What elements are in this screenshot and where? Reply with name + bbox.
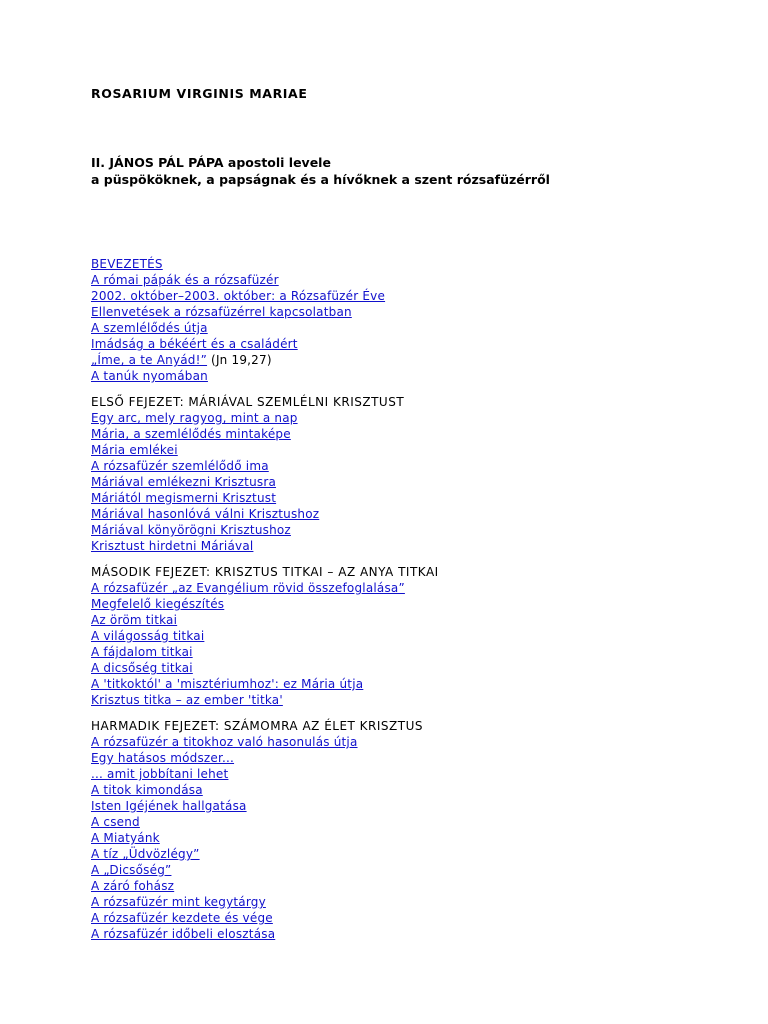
toc-link[interactable]: Mária, a szemlélődés mintaképe (91, 427, 291, 441)
toc-link[interactable]: A dicsőség titkai (91, 661, 193, 675)
citation-text: (Jn 19,27) (207, 353, 272, 367)
toc-link[interactable]: A fájdalom titkai (91, 645, 193, 659)
toc-link[interactable]: Az öröm titkai (91, 613, 178, 627)
chapter-heading: HARMADIK FEJEZET: SZÁMOMRA AZ ÉLET KRISZTUS (91, 719, 423, 733)
toc-link[interactable]: BEVEZETÉS (91, 257, 163, 271)
toc-quote-line (91, 352, 439, 368)
toc-link[interactable]: Ellenvetések a rózsafüzérrel kapcsolatban (91, 305, 352, 319)
toc-link[interactable]: A „Dicsőség” (91, 863, 172, 877)
toc-link[interactable]: A rózsafüzér szemlélődő ima (91, 459, 269, 473)
document-subtitle (91, 154, 550, 188)
toc-link[interactable]: A csend (91, 815, 140, 829)
toc-link[interactable]: Imádság a békéért és a családért (91, 337, 298, 351)
toc-link[interactable]: Krisztust hirdetni Máriával (91, 539, 254, 553)
subtitle-line: II. JÁNOS PÁL PÁPA apostoli levele (91, 155, 331, 170)
toc-link[interactable]: A tanúk nyomában (91, 369, 208, 383)
toc-link[interactable]: Máriával hasonlóvá válni Krisztushoz (91, 507, 320, 521)
toc-link[interactable]: Máriától megismerni Krisztust (91, 491, 277, 505)
toc-link[interactable]: A rózsafüzér kezdete és vége (91, 911, 273, 925)
document-title: ROSARIUM VIRGINIS MARIAE (91, 86, 308, 101)
toc-link[interactable]: A szemlélődés útja (91, 321, 208, 335)
toc-link[interactable]: A 'titkoktól' a 'misztériumhoz': ez Mária útja (91, 677, 364, 691)
toc-link[interactable]: A rózsafüzér mint kegytárgy (91, 895, 266, 909)
chapter-heading: ELSŐ FEJEZET: MÁRIÁVAL SZEMLÉLNI KRISZTUST (91, 395, 405, 409)
toc-link[interactable]: Máriával emlékezni Krisztusra (91, 475, 277, 489)
subtitle-line: a püspököknek, a papságnak és a hívőknek a szent rózsafüzérről (91, 172, 550, 187)
toc-link[interactable]: A világosság titkai (91, 629, 205, 643)
toc-link[interactable]: A titok kimondása (91, 783, 203, 797)
toc-link[interactable]: Mária emlékei (91, 443, 178, 457)
toc-link[interactable]: Megfelelő kiegészítés (91, 597, 225, 611)
toc-link[interactable]: Egy arc, mely ragyog, mint a nap (91, 411, 298, 425)
toc-link[interactable]: Máriával könyörögni Krisztushoz (91, 523, 291, 537)
toc-link[interactable]: A római pápák és a rózsafüzér (91, 273, 279, 287)
toc-link[interactable]: Egy hatásos módszer... (91, 751, 235, 765)
toc-link[interactable]: ... amit jobbítani lehet (91, 767, 229, 781)
toc-link[interactable]: A záró fohász (91, 879, 175, 893)
toc-link[interactable]: „Íme, a te Anyád!” (91, 353, 208, 367)
toc-link[interactable]: A rózsafüzér „az Evangélium rövid összefoglalása” (91, 581, 405, 595)
toc-link[interactable]: Isten Igéjének hallgatása (91, 799, 247, 813)
toc-link[interactable]: A rózsafüzér időbeli elosztása (91, 927, 276, 941)
toc-link[interactable]: A rózsafüzér a titokhoz való hasonulás útja (91, 735, 358, 749)
chapter-heading: MÁSODIK FEJEZET: KRISZTUS TITKAI – AZ ANYA TITKAI (91, 565, 439, 579)
toc-link[interactable]: A Miatyánk (91, 831, 160, 845)
toc-link[interactable]: Krisztus titka – az ember 'titka' (91, 693, 283, 707)
toc-link[interactable]: 2002. október–2003. október: a Rózsafüzér Éve (91, 289, 386, 303)
toc-link[interactable]: A tíz „Üdvözlégy” (91, 847, 200, 861)
table-of-contents (91, 256, 439, 942)
